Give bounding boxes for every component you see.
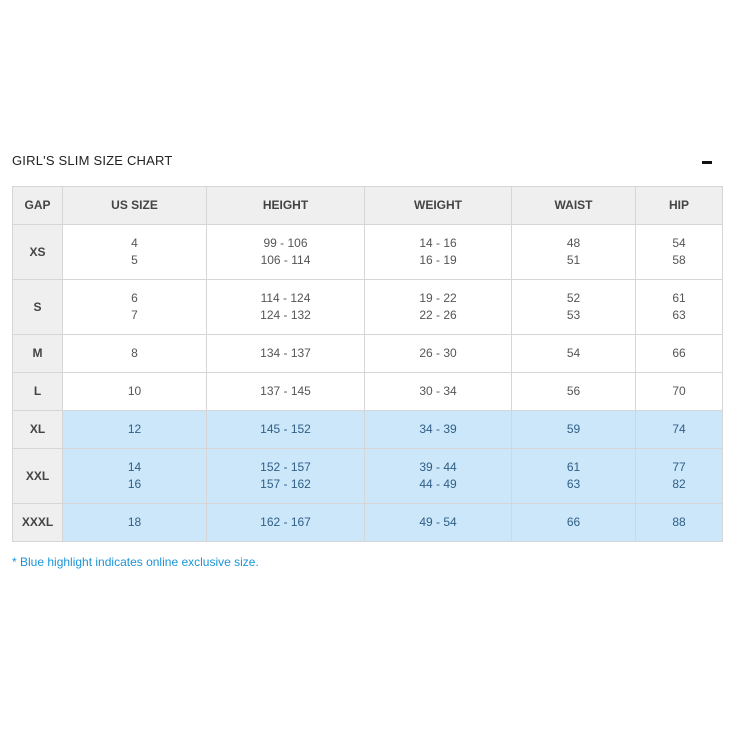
size-label: XS xyxy=(13,225,63,280)
column-header-weight: WEIGHT xyxy=(365,187,512,225)
minus-icon[interactable] xyxy=(702,161,712,164)
waist-cell: 56 xyxy=(512,373,636,411)
height-cell: 162 - 167 xyxy=(207,504,365,542)
weight-cell: 39 - 44 44 - 49 xyxy=(365,449,512,504)
table-row xyxy=(13,373,723,411)
hip-cell: 77 82 xyxy=(636,449,723,504)
height-cell: 134 - 137 xyxy=(207,335,365,373)
height-cell: 152 - 157 157 - 162 xyxy=(207,449,365,504)
hip-cell: 66 xyxy=(636,335,723,373)
waist-cell: 61 63 xyxy=(512,449,636,504)
us-size-cell: 6 7 xyxy=(63,280,207,335)
height-cell: 145 - 152 xyxy=(207,411,365,449)
table-row-online-exclusive xyxy=(13,449,723,504)
size-label: XXL xyxy=(13,449,63,504)
column-header-hip: HIP xyxy=(636,187,723,225)
waist-cell: 66 xyxy=(512,504,636,542)
weight-cell: 34 - 39 xyxy=(365,411,512,449)
waist-cell: 48 51 xyxy=(512,225,636,280)
us-size-cell: 12 xyxy=(63,411,207,449)
size-label: XXXL xyxy=(13,504,63,542)
column-header-waist: WAIST xyxy=(512,187,636,225)
size-label: M xyxy=(13,335,63,373)
column-header-gap: GAP xyxy=(13,187,63,225)
us-size-cell: 10 xyxy=(63,373,207,411)
weight-cell: 30 - 34 xyxy=(365,373,512,411)
column-header-height: HEIGHT xyxy=(207,187,365,225)
online-exclusive-footnote: * Blue highlight indicates online exclusive size. xyxy=(12,555,259,569)
table-row xyxy=(13,335,723,373)
hip-cell: 74 xyxy=(636,411,723,449)
waist-cell: 54 xyxy=(512,335,636,373)
hip-cell: 54 58 xyxy=(636,225,723,280)
size-label: S xyxy=(13,280,63,335)
table-row-online-exclusive xyxy=(13,411,723,449)
weight-cell: 19 - 22 22 - 26 xyxy=(365,280,512,335)
chart-header xyxy=(12,153,722,173)
us-size-cell: 8 xyxy=(63,335,207,373)
us-size-cell: 14 16 xyxy=(63,449,207,504)
height-cell: 99 - 106 106 - 114 xyxy=(207,225,365,280)
height-cell: 114 - 124 124 - 132 xyxy=(207,280,365,335)
size-label: XL xyxy=(13,411,63,449)
table-row-online-exclusive xyxy=(13,504,723,542)
hip-cell: 88 xyxy=(636,504,723,542)
hip-cell: 61 63 xyxy=(636,280,723,335)
page-title: GIRL'S SLIM SIZE CHART xyxy=(12,153,173,168)
weight-cell: 26 - 30 xyxy=(365,335,512,373)
us-size-cell: 4 5 xyxy=(63,225,207,280)
us-size-cell: 18 xyxy=(63,504,207,542)
size-chart-table xyxy=(12,186,723,542)
waist-cell: 59 xyxy=(512,411,636,449)
weight-cell: 14 - 16 16 - 19 xyxy=(365,225,512,280)
column-header-us-size: US SIZE xyxy=(63,187,207,225)
height-cell: 137 - 145 xyxy=(207,373,365,411)
waist-cell: 52 53 xyxy=(512,280,636,335)
size-label: L xyxy=(13,373,63,411)
table-row xyxy=(13,280,723,335)
weight-cell: 49 - 54 xyxy=(365,504,512,542)
table-row xyxy=(13,225,723,280)
hip-cell: 70 xyxy=(636,373,723,411)
table-header-row xyxy=(13,187,723,225)
